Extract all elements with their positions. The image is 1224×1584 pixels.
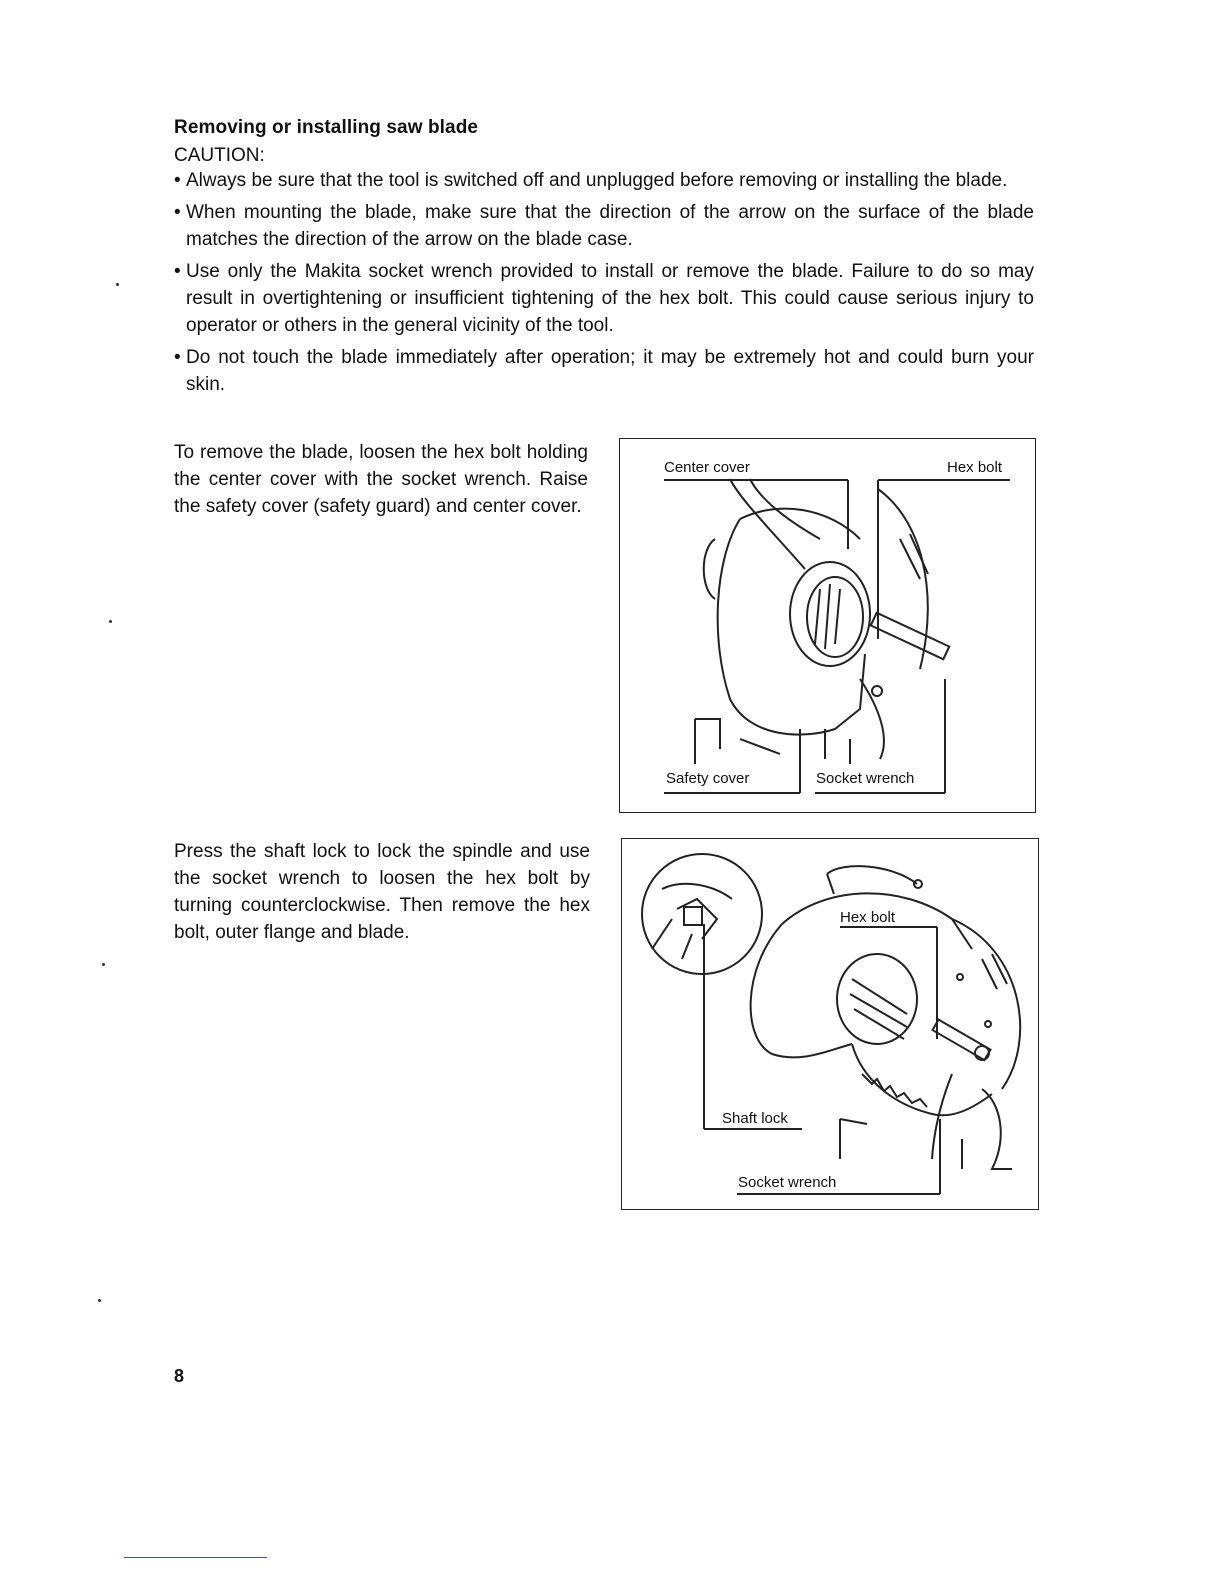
caution-label: CAUTION: [174,145,265,166]
label-socket-wrench: Socket wrench [816,770,915,787]
figure-center-cover [619,438,1036,813]
label-shaft-lock: Shaft lock [722,1110,788,1127]
caution-text: Do not touch the blade immediately after operation; it may be extremely hot and could burn your skin. [186,347,1034,395]
bullet-dot: • [174,170,181,191]
step-1-text: To remove the blade, loosen the hex bolt holding the center cover with the socket wrench. Raise the safety cover (safety guard) and center cover. [174,442,588,517]
saw-illustration-1 [620,439,1035,812]
caution-item [174,258,1034,339]
label-safety-cover: Safety cover [666,770,750,787]
label-hex-bolt: Hex bolt [947,459,1003,476]
saw-illustration-2 [622,839,1038,1209]
scan-speck [109,620,112,623]
bullet-dot: • [174,347,181,368]
section-heading: Removing or installing saw blade [174,117,479,138]
scan-speck [116,283,119,286]
caution-list [174,167,1034,403]
footer-rule [124,1557,267,1558]
figure-shaft-lock [621,838,1039,1210]
caution-text: Use only the Makita socket wrench provided to install or remove the blade. Failure to do so may result in overtightening or insufficient tightening of the hex bolt. This could cause serious injury to operator or others in the general vicinity of the tool. [186,261,1034,336]
bullet-dot: • [174,202,181,223]
bullet-dot: • [174,261,181,282]
page-number: 8 [174,1366,185,1386]
caution-text: When mounting the blade, make sure that the direction of the arrow on the surface of the blade matches the direction of the arrow on the blade case. [186,202,1034,250]
label-center-cover: Center cover [664,459,750,476]
caution-item [174,199,1034,253]
scan-speck [98,1299,101,1302]
caution-item [174,344,1034,398]
label-socket-wrench: Socket wrench [738,1174,837,1191]
label-hex-bolt: Hex bolt [840,909,896,926]
caution-item [174,167,1034,194]
caution-text: Always be sure that the tool is switched off and unplugged before removing or installing the blade. [186,170,1008,191]
step-2-text: Press the shaft lock to lock the spindle and use the socket wrench to loosen the hex bolt by turning counterclockwise. Then remove the hex bolt, outer flange and blade. [174,841,590,943]
scan-speck [102,963,105,966]
